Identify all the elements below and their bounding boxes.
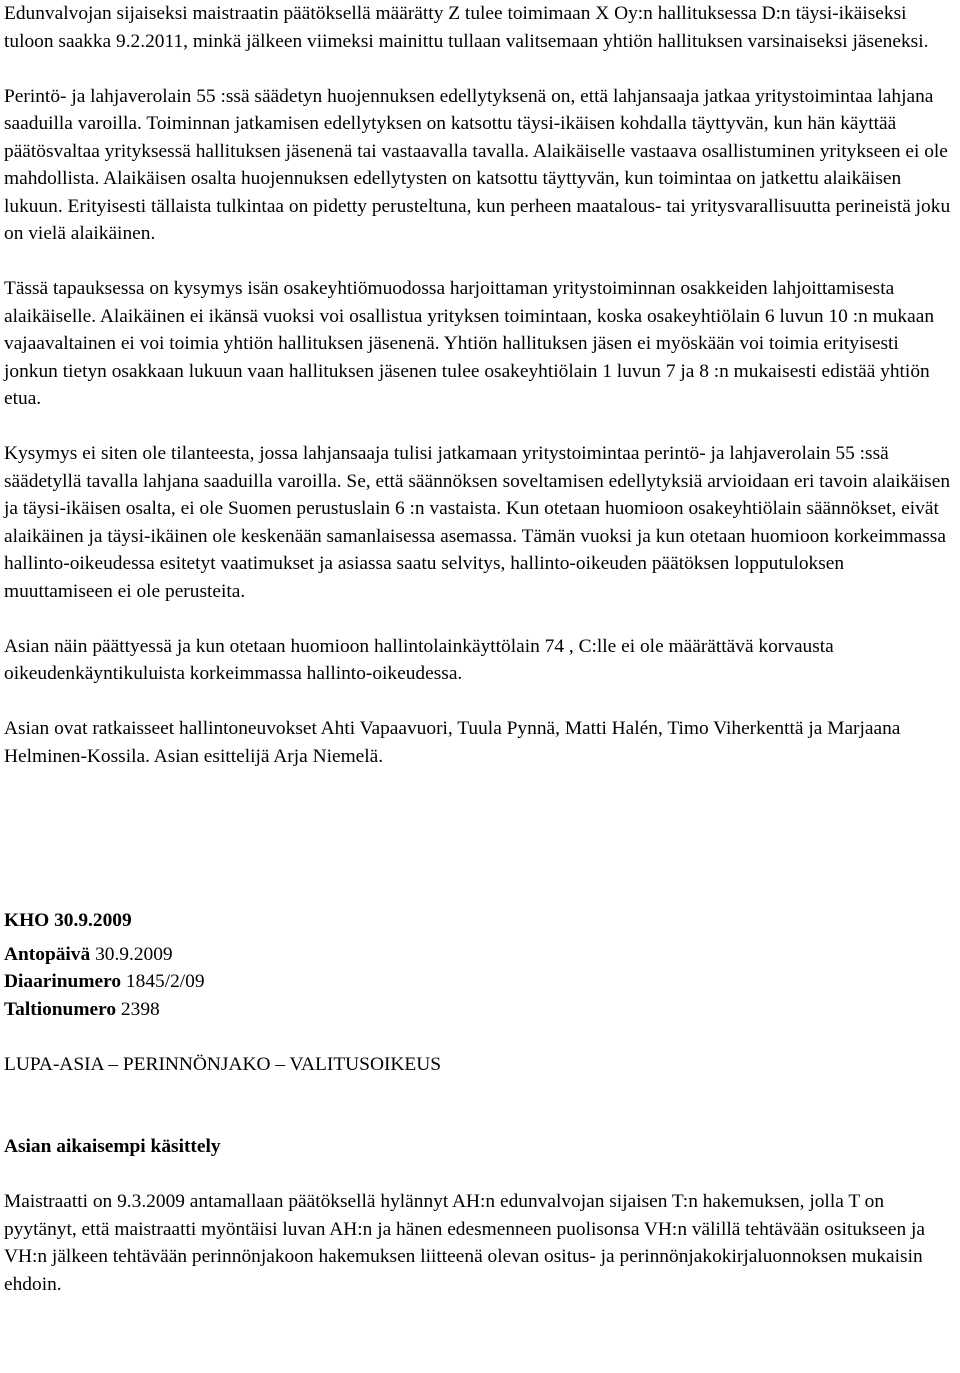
spacer [4,688,956,716]
spacer [4,413,956,441]
case-date-label: Antopäivä [4,943,91,965]
case-record-value: 1845/2/09 [125,971,205,992]
history-text: Maistraatti on 9.3.2009 antamallaan päätöksellä hylännyt AH:n edunvalvojan sijaisen T:n hakemuksen, jolla T on pyytänyt, että maistraatti myöntäisi luvan AH:n ja hänen edesmenneen puolisonsa VH:n välillä tehtävään ositukseen ja VH:n jälkeen tehtävään perinnönjakoon hakemuksen liitteenä olevan ositus- ja perinnönjakokirjaluonnoksen mukaisin ehdoin. [4,1191,926,1295]
spacer [4,1023,956,1051]
spacer [4,248,956,276]
case-record-label: Diaarinumero [4,971,122,992]
history-heading: Asian aikaisempi käsittely [4,1136,221,1157]
case-heading: KHO 30.9.2009 [4,910,132,931]
spacer [4,770,956,907]
case-date-row [4,941,956,969]
spacer [4,1161,956,1189]
spacer [4,55,956,83]
paragraph-minor-shareholder: Tässä tapauksessa on kysymys isän osakeyhtiömuodossa harjoittaman yritystoiminnan osakkeiden lahjoittamisesta alaikäiselle. Alaikäinen ei ikänsä vuoksi voi osallistua yrityksen toimintaan, koska osakeyhtiölain 6 luvun 10 :n mukaan vajaavaltainen ei voi toimia yhtiön hallituksen jäsenenä. Yhtiön hallituksen jäsen ei myöskään voi toimia erityisesti jonkun tietyn osakkaan lukuun vaan hallituksen jäsenen tulee osakeyhtiölain 1 luvun 7 ja 8 :n mukaisesti edistää yhtiön etua. [4,278,935,409]
paragraph-guardian: Edunvalvojan sijaiseksi maistraatin päätöksellä määrätty Z tulee toimimaan X Oy:n hallituksessa D:n täysi-ikäiseksi tuloon saakka 9.2.2011, minkä jälkeen viimeksi mainittu tullaan valitsemaan yhtiön hallituksen varsinaiseksi jäseneksi. [4,3,929,52]
case-keywords: LUPA-ASIA – PERINNÖNJAKO – VALITUSOIKEUS [4,1053,442,1075]
spacer [4,605,956,633]
case-archive-value: 2398 [120,998,160,1020]
case-archive-row [4,996,956,1024]
spacer [4,1078,956,1133]
case-record-row [4,968,956,996]
paragraph-decision-makers: Asian ovat ratkaisseet hallintoneuvokset Ahti Vapaavuori, Tuula Pynnä, Matti Halén, Timo Viherkenttä ja Marjaana Helminen-Kossila. Asian esittelijä Arja Niemelä. [4,718,901,767]
paragraph-costs: Asian näin päättyessä ja kun otetaan huomioon hallintolainkäyttölain 74 , C:lle ei ole määrättävä korvausta oikeudenkäyntikuluista korkeimmassa hallinto-oikeudessa. [4,635,834,684]
case-date-value: 30.9.2009 [95,943,173,965]
paragraph-conclusion: Kysymys ei siten ole tilanteesta, jossa lahjansaaja tulisi jatkamaan yritystoimintaa perintö- ja lahjaverolain 55 :ssä säädetyllä tavalla lahjana saaduilla varoilla. Se, että säännöksen soveltamisen edellytyksiä arvioidaan eri tavoin alaikäisen ja täysi-ikäisen osalta, ei ole Suomen perustuslain 6 :n vastaista. Kun otetaan huomioon osakeyhtiölain säännökset, eivät alaikäinen ja täysi-ikäinen ole keskenään samanlaisessa asemassa. Tämän vuoksi ja kun otetaan huomioon korkeimmassa hallinto-oikeudessa esitetyt vaatimukset ja asiassa saatu selvitys, hallinto-oikeuden päätöksen lopputuloksen muuttamiseen ei ole perusteita. [4,443,951,602]
document-page [4,0,956,1298]
case-archive-label: Taltionumero [4,998,117,1020]
paragraph-tax-relief-conditions: Perintö- ja lahjaverolain 55 :ssä säädetyn huojennuksen edellytyksenä on, että lahjansaaja jatkaa yritystoimintaa lahjana saaduilla varoilla. Toiminnan jatkamisen edellytyksen on katsottu täysi-ikäisen kohdalla täyttyvän, kun hän käyttää päätösvaltaa yrityksessä hallituksen jäsenenä tai vastaavalla tavalla. Alaikäiselle vastaava osallistuminen yritykseen ei ole mahdollista. Alaikäisen osalta huojennuksen edellytysten on katsottu täyttyvän, kun toimintaa on jatkettu alaikäisen lukuun. Erityisesti tällaista tulkintaa on pidetty perusteltuna, kun perheen maatalous- tai yritysvarallisuutta perineistä joku on vielä alaikäinen. [4,85,951,244]
